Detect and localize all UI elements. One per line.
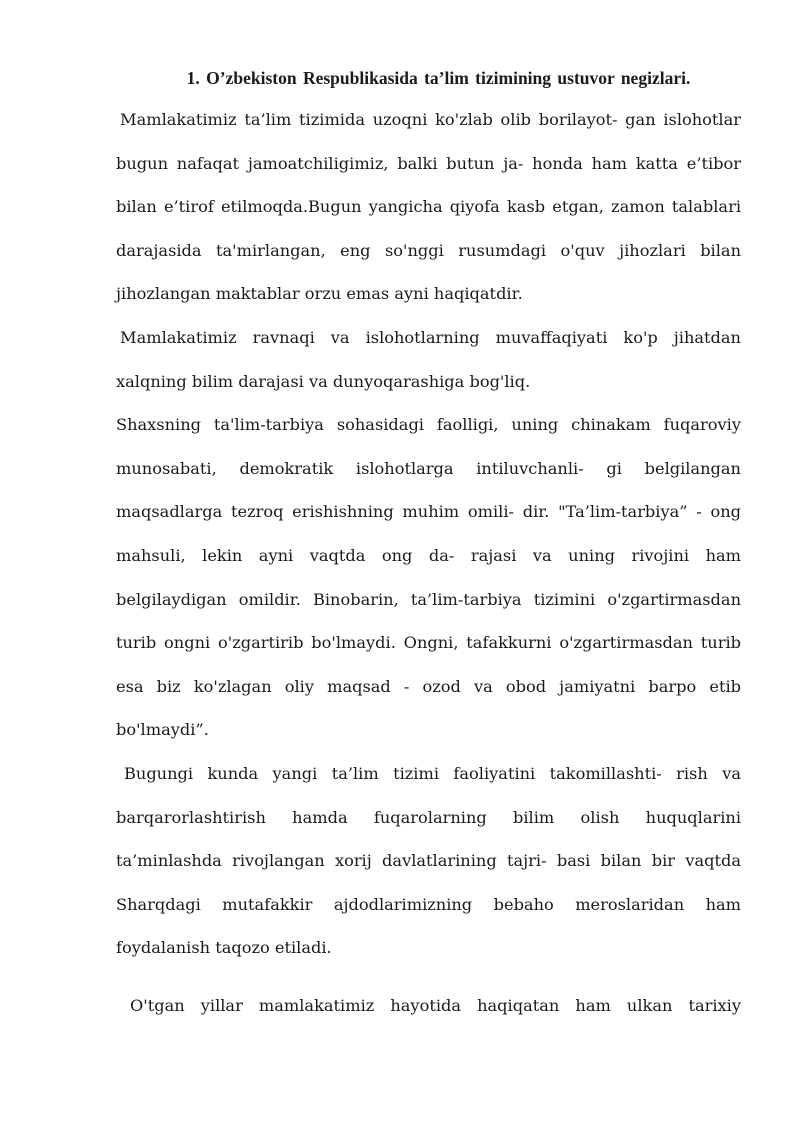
paragraph-2 [116, 316, 741, 403]
paragraph-1 [116, 98, 741, 316]
paragraph-3 [116, 403, 741, 752]
document-page [116, 58, 741, 1027]
paragraph-4 [116, 752, 741, 970]
paragraph-2-text: Mamlakatimiz ravnaqi va islohotlarning muvaffaqiyati ko'p jihatdan xalqning bilim darajasi va dunyoqarashiga bog'liq. [116, 327, 741, 391]
paragraph-spacer [116, 970, 741, 984]
paragraph-4-text: Bugungi kunda yangi ta’lim tizimi faoliyatini takomillashti- rish va barqarorlashtirish hamda fuqarolarning bilim olish huquqlarini ta’minlashda rivojlangan xorij davlatlarining tajri- basi bilan bir vaqtda Sharqdagi mutafakkir ajdodlarimizning bebaho meroslaridan ham foydalanish taqozo etiladi. [116, 763, 741, 958]
paragraph-5-text: O'tgan yillar mamlakatimiz hayotida haqiqatan ham ulkan tarixiy [130, 995, 741, 1015]
paragraph-5 [116, 984, 741, 1028]
paragraph-3-text: Shaxsning ta'lim-tarbiya sohasidagi faolligi, uning chinakam fuqaroviy munosabati, demokratik islohotlarga intiluvchanli- gi belgilangan maqsadlarga tezroq erishishning muhim omili- dir. "Ta’lim-tarbiya” - ong mahsuli, lekin ayni vaqtda ong da- rajasi va uning rivojini ham belgilaydigan omildir. Binobarin, ta’lim-tarbiya tizimini o'zgartirmasdan turib ongni o'zgartirib bo'lmaydi. Ongni, tafakkurni o'zgartirmasdan turib esa biz ko'zlagan oliy maqsad - ozod va obod jamiyatni barpo etib bo'lmaydi”. [116, 415, 741, 740]
paragraph-1-text: Mamlakatimiz ta’lim tizimida uzoqni ko'zlab olib borilayot- gan islohotlar bugun nafaqat jamoatchiligimiz, balki butun ja- honda ham katta e’tibor bilan e’tirof etilmoqda.Bugun yangicha qiyofa kasb etgan, zamon talablari darajasida ta'mirlangan, eng so'nggi rusumdagi o'quv jihozlari bilan jihozlangan maktablar orzu emas ayni haqiqatdir. [116, 110, 741, 304]
section-heading: 1. O’zbekiston Respublikasida ta’lim tizimining ustuvor negizlari. [186, 68, 691, 88]
